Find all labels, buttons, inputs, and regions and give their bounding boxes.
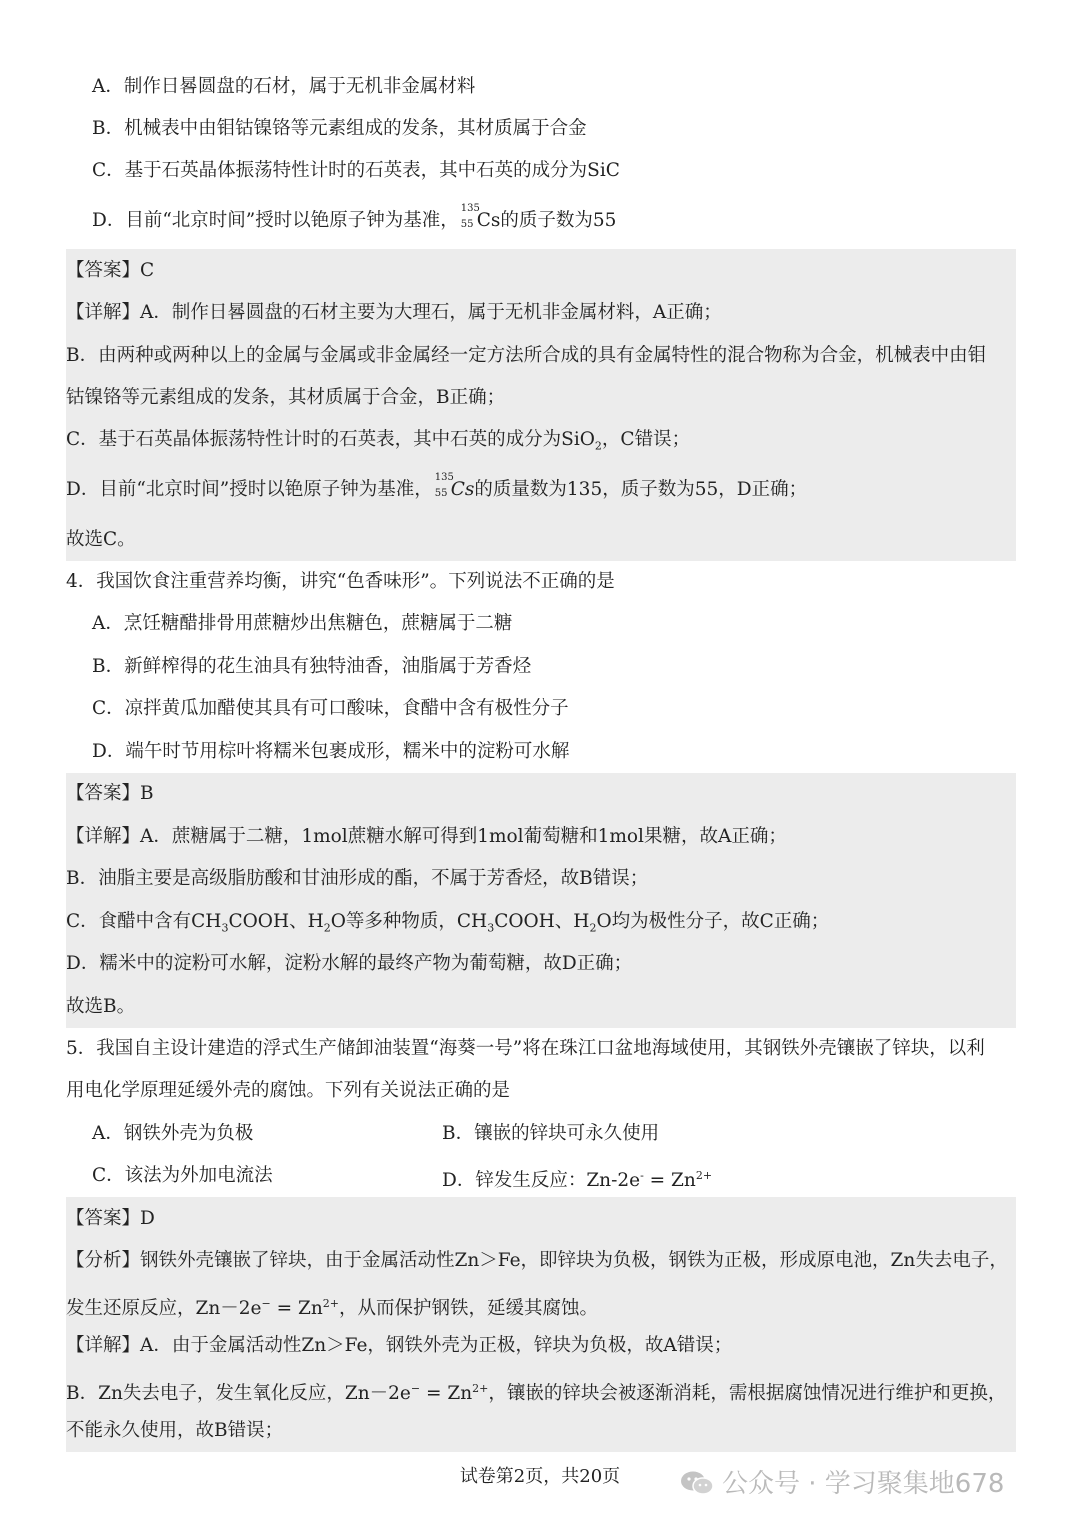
q5-analysis-line1: 【分析】钢铁外壳镶嵌了锌块，由于金属活动性Zn＞Fe，即锌块为负极，钢铁为正极，形成原电池，Zn失去电子， [66,1250,1008,1271]
q3-option-b: B．机械表中由钼钴镍铬等元素组成的发条，其材质属于合金 [92,118,587,139]
superscript: 2+ [695,1169,713,1182]
q5-analysis-line2 [0,1291,1080,1322]
q5-detail-a: 【详解】A．由于金属活动性Zn＞Fe，钢铁外壳为正极，锌块为负极，故A错误； [66,1335,733,1356]
nuclide-notation [433,472,454,499]
q3-option-d-pre: D．目前“北京时间”授时以铯原子钟为基准， [92,210,459,231]
q4-option-a: A．烹饪糖醋排骨用蔗糖炒出焦糖色，蔗糖属于二糖 [92,613,513,634]
q3-detail-b2: 钴镍铬等元素组成的发条，其材质属于合金，B正确； [66,387,506,408]
q5-option-d-pre: D．锌发生反应：Zn-2e [442,1170,641,1192]
q3-option-d [0,203,1080,234]
q3-detail-d-pre: D．目前“北京时间”授时以铯原子钟为基准， [66,479,433,500]
superscript: 2+ [322,1297,339,1310]
q4-detail-c-part: COOH、H [228,911,324,932]
atomic-number: 55 [460,219,474,230]
subscript: 2 [594,439,602,453]
q4-detail-c-part: O等多种物质，CH [330,911,488,932]
q5-answer-block [66,1197,1016,1452]
q4-detail-b: B．油脂主要是高级脂肪酸和甘油形成的酯，不属于芳香烃，故B错误； [66,868,649,889]
q4-stem: 4．我国饮食注重营养均衡，讲究“色香味形”。下列说法不正确的是 [66,571,615,592]
q5-analysis-pre: 发生还原反应，Zn－2e [66,1298,262,1320]
q3-detail-b1: B．由两种或两种以上的金属与金属或非金属经一定方法所合成的具有金属特性的混合物称为合金，机械表中由钼 [66,345,987,366]
q4-option-b: B．新鲜榨得的花生油具有独特油香，油脂属于芳香烃 [92,656,532,677]
q4-answer: 【答案】B [66,783,154,804]
q3-answer: 【答案】C [66,260,155,281]
q5-option-d-mid: = Zn [643,1170,696,1192]
subscript: 2 [323,921,331,935]
q3-detail-c [0,427,1080,460]
q4-detail-c [0,909,1080,942]
q5-option-a: A．钢铁外壳为负极 [92,1123,254,1144]
q3-detail-c-pre: C．基于石英晶体振荡特性计时的石英表，其中石英的成分为SiO [66,429,595,450]
superscript: - [640,1169,644,1182]
q5-stem-line1: 5．我国自主设计建造的浮式生产储卸油装置“海葵一号”将在珠江口盆地海域使用，其钢铁外壳镶嵌了锌块，以利 [66,1038,985,1059]
q5-analysis-post: ，从而保护钢铁，延缓其腐蚀。 [338,1298,598,1320]
superscript: − [410,1382,421,1395]
q5-answer: 【答案】D [66,1208,155,1229]
atomic-number: 55 [434,488,448,499]
q4-answer-block [66,773,1016,1028]
mass-number: 135 [460,203,480,214]
q5-stem-line2: 用电化学原理延缓外壳的腐蚀。下列有关说法正确的是 [66,1080,511,1101]
watermark-text: 公众号 · 学习聚集地678 [722,1469,1005,1499]
q4-detail-c-part: O均为极性分子，故C正确； [596,911,830,932]
q5-option-d [442,1163,712,1194]
q5-option-c: C．该法为外加电流法 [92,1165,273,1186]
superscript: − [261,1297,271,1310]
q5-option-b: B．镶嵌的锌块可永久使用 [442,1123,660,1144]
q3-conclusion: 故选C。 [66,529,136,550]
q5-options-row2 [0,1163,1080,1192]
q5-analysis-mid: = Zn [270,1298,323,1320]
q5-detail-b-post: ，镶嵌的锌块会被逐渐消耗，需根据腐蚀情况进行维护和更换， [488,1383,1007,1405]
q4-detail-c-part: C．食醋中含有CH [66,911,222,932]
page-footer: 试卷第2页，共20页 [459,1466,621,1487]
q3-detail-c-post: ，C错误； [601,429,691,450]
nuclide-notation [459,203,480,230]
q5-detail-b1 [0,1376,1080,1407]
watermark [680,1463,1004,1500]
q4-detail-c-part: COOH、H [494,911,590,932]
q3-detail-d-post: 的质量数为135，质子数为55，D正确； [474,479,808,500]
superscript: 2+ [472,1382,489,1395]
q5-detail-b-pre: B．Zn失去电子，发生氧化反应，Zn－2e [66,1383,411,1405]
q4-detail-d: D．糯米中的淀粉可水解，淀粉水解的最终产物为葡萄糖，故D正确； [66,953,633,974]
wechat-icon [680,1470,714,1496]
q3-option-d-post: 的质子数为55 [500,210,617,231]
element-symbol: Cs [476,210,501,231]
q4-option-d: D．端午时节用棕叶将糯米包裹成形，糯米中的淀粉可水解 [92,741,570,762]
q5-detail-b-mid: = Zn [420,1383,473,1405]
q5-detail-b2: 不能永久使用，故B错误； [66,1420,284,1441]
mass-number: 135 [434,472,454,483]
q4-option-c: C．凉拌黄瓜加醋使其具有可口酸味，食醋中含有极性分子 [92,698,569,719]
q3-detail-d [0,472,1080,503]
q4-detail-a: 【详解】A．蔗糖属于二糖，1mol蔗糖水解可得到1mol葡萄糖和1mol果糖，故A正确； [66,826,787,847]
element-symbol: Cs [450,479,475,500]
q4-conclusion: 故选B。 [66,996,136,1017]
q3-option-c: C．基于石英晶体振荡特性计时的石英表，其中石英的成分为SiC [92,160,620,181]
subscript: 3 [221,921,229,935]
q3-option-a: A．制作日晷圆盘的石材，属于无机非金属材料 [92,76,476,97]
subscript: 3 [487,921,495,935]
q5-options-row1 [0,1121,1080,1147]
subscript: 2 [589,921,597,935]
q3-detail-a: 【详解】A．制作日晷圆盘的石材主要为大理石，属于无机非金属材料，A正确； [66,302,722,323]
